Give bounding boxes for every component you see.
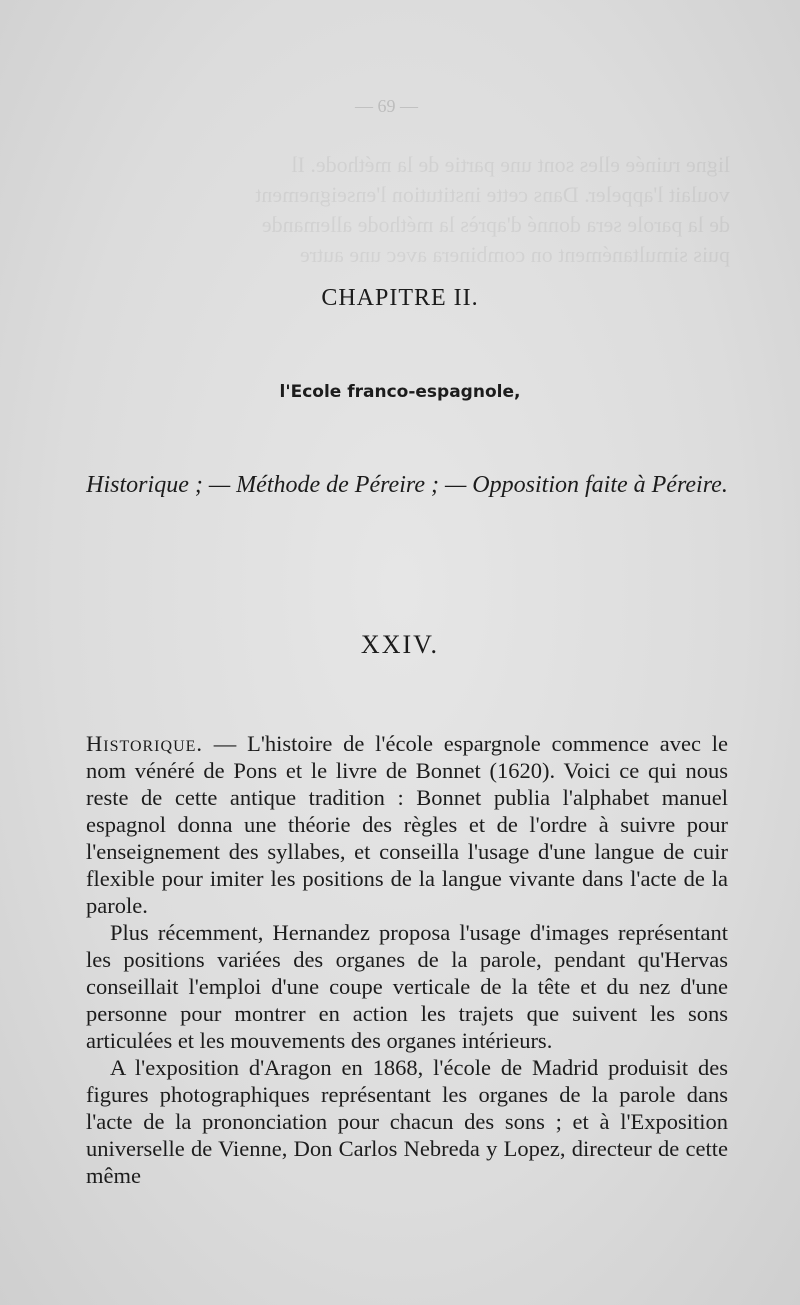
section-number: XXIV. bbox=[360, 630, 440, 659]
paragraph-1 bbox=[86, 730, 728, 919]
chapter-subtitle: l'Ecole franco-espagnole, bbox=[279, 382, 521, 402]
paragraph-1-text: — L'histoire de l'école espargnole commence avec le nom vénéré de Pons et le livre de Bonnet (1620). Voici ce qui nous reste de cette antique tradition : Bonnet publia l'alphabet manuel espagnol donna une théorie des règles et de l'ordre à suivre pour l'enseignement des syllabes, et conseilla l'usage d'une langue de cuir flexible pour imiter les positions de la langue vivante dans l'acte de la parole. bbox=[86, 731, 728, 918]
paragraph-2: Plus récemment, Hernandez proposa l'usage d'images représentant les positions variées des organes de la parole, pendant qu'Hervas conseillait l'emploi d'une coupe verticale de la tête et du nez d'une personne pour montrer en action les trajets que suivent les sons articulées et les mouvements des organes intérieurs. bbox=[86, 920, 728, 1053]
paragraph-lead: Historique. bbox=[86, 731, 204, 756]
body-text bbox=[86, 730, 728, 1189]
chapter-summary: Historique ; — Méthode de Péreire ; — Opposition faite à Péreire. bbox=[86, 472, 728, 498]
bleed-through-page-number: — 69 — bbox=[355, 96, 418, 116]
paragraph-3: A l'exposition d'Aragon en 1868, l'école de Madrid produisit des figures photographiques représentant les organes de la parole dans l'acte de la prononciation pour chacun des sons ; et à l'Exposition universelle de Vienne, Don Carlos Nebreda y Lopez, directeur de cette même bbox=[86, 1055, 728, 1188]
chapter-title: CHAPITRE II. bbox=[321, 285, 479, 311]
bleed-through-text: ligne ruinée elles sont une partie de la méthode. Il voulait l'appeler. Dans cette institution l'enseignement de la parole sera donné d'après la méthode allemande puis simultanément on combinera avec une autre bbox=[255, 152, 730, 267]
